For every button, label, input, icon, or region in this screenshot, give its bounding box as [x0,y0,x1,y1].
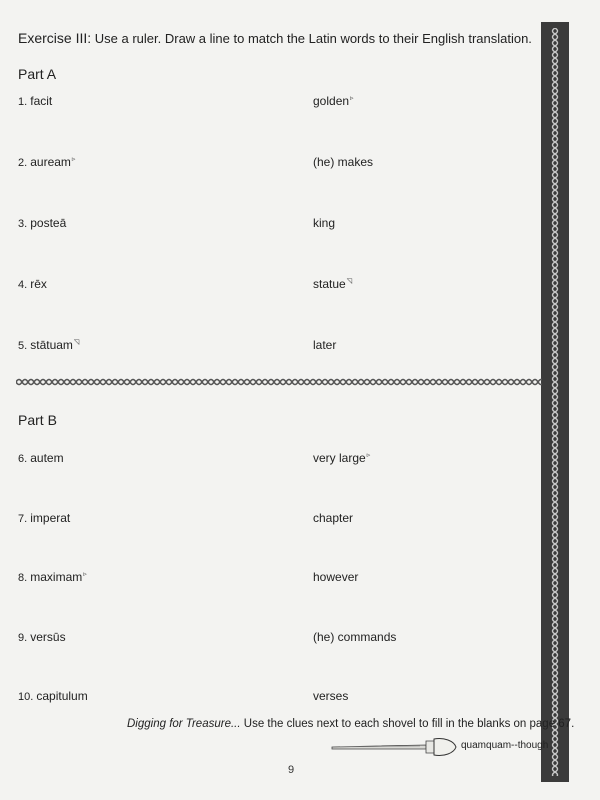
part-b-row-5 [0,689,540,707]
english-translation [313,630,396,644]
english-translation-text: golden [313,94,350,108]
english-translation-text: very large [313,451,366,465]
english-translation-text: statue [313,277,346,291]
latin-word [18,451,64,465]
latin-word [18,338,79,352]
exercise-title [18,30,538,46]
english-translation [313,155,373,169]
latin-word-text: autem [30,451,64,465]
latin-word-text: auream [30,155,71,169]
item-number: 3. [18,218,31,230]
page-number: 9 [288,764,295,776]
english-translation-text: verses [313,689,349,703]
triangle-marker-icon: ▹ [71,156,76,163]
english-translation-text: later [313,338,337,352]
item-number: 2. [18,157,31,169]
footer-note-text: Use the clues next to each shovel to fill in the blanks on page 67. [240,718,575,730]
english-translation-text: chapter [313,510,354,525]
latin-word-text: posteā [30,216,67,230]
latin-word-text: rēx [30,277,47,291]
latin-word [18,155,75,169]
shovel-clue: quamquam--though [461,740,549,751]
latin-word [18,511,70,525]
english-translation [313,338,336,352]
item-number: 6. [18,453,31,465]
part-b-row-4 [0,630,540,648]
part-b-row-3 [0,570,540,588]
item-number: 1. [18,96,31,108]
latin-word-text: maximam [30,570,83,584]
part-b-label: Part B [18,412,57,428]
latin-word-text: capitulum [36,689,88,703]
rope-border-icon [547,28,563,776]
triangle-marker-icon: ▹ [83,571,87,578]
item-number: 10. [18,691,37,703]
part-a-row-3 [0,216,540,234]
item-number: 4. [18,279,31,291]
english-translation-text: however [313,570,359,584]
latin-word-text: imperat [30,510,71,525]
latin-word [18,630,66,644]
latin-word-text: versūs [30,629,66,644]
triangle-marker-icon: ▹ [366,452,371,459]
latin-word-text: stātuam [30,338,73,352]
rope-border-right [541,22,569,782]
triangle-marker-icon: ◹ [346,278,353,285]
footer-italic-lead: Digging for Treasure... [127,718,241,730]
part-b-row-1 [0,451,540,469]
part-a-row-5 [0,338,540,356]
part-a-row-4 [0,277,540,295]
english-translation [313,94,354,108]
latin-word [18,94,52,108]
latin-word [18,689,88,703]
latin-word [18,277,47,291]
latin-word [18,216,66,230]
english-translation [313,277,352,291]
part-a-label: Part A [18,66,57,82]
exercise-instructions: Use a ruler. Draw a line to match the Latin words to their English translation. [94,31,532,46]
exercise-heading: Exercise III: [18,30,92,46]
english-translation-text: king [313,216,336,230]
item-number: 7. [18,512,31,525]
triangle-marker-icon: ▹ [350,95,354,102]
latin-word [18,570,87,584]
latin-word-text: facit [30,94,53,108]
english-translation-text: (he) commands [313,629,397,644]
part-b-row-2 [0,511,540,529]
shovel-icon [330,735,458,759]
english-translation [313,511,353,525]
triangle-marker-icon: ◹ [73,339,80,346]
english-translation [313,570,358,584]
english-translation [313,451,370,465]
rope-divider-icon [16,374,542,390]
english-translation [313,689,348,703]
english-translation [313,216,335,230]
part-a-row-2 [0,155,540,173]
item-number: 9. [18,631,31,644]
part-a-row-1 [0,94,540,112]
english-translation-text: (he) makes [313,155,374,169]
item-number: 8. [18,572,31,584]
item-number: 5. [18,340,31,352]
footer-note [127,718,574,730]
